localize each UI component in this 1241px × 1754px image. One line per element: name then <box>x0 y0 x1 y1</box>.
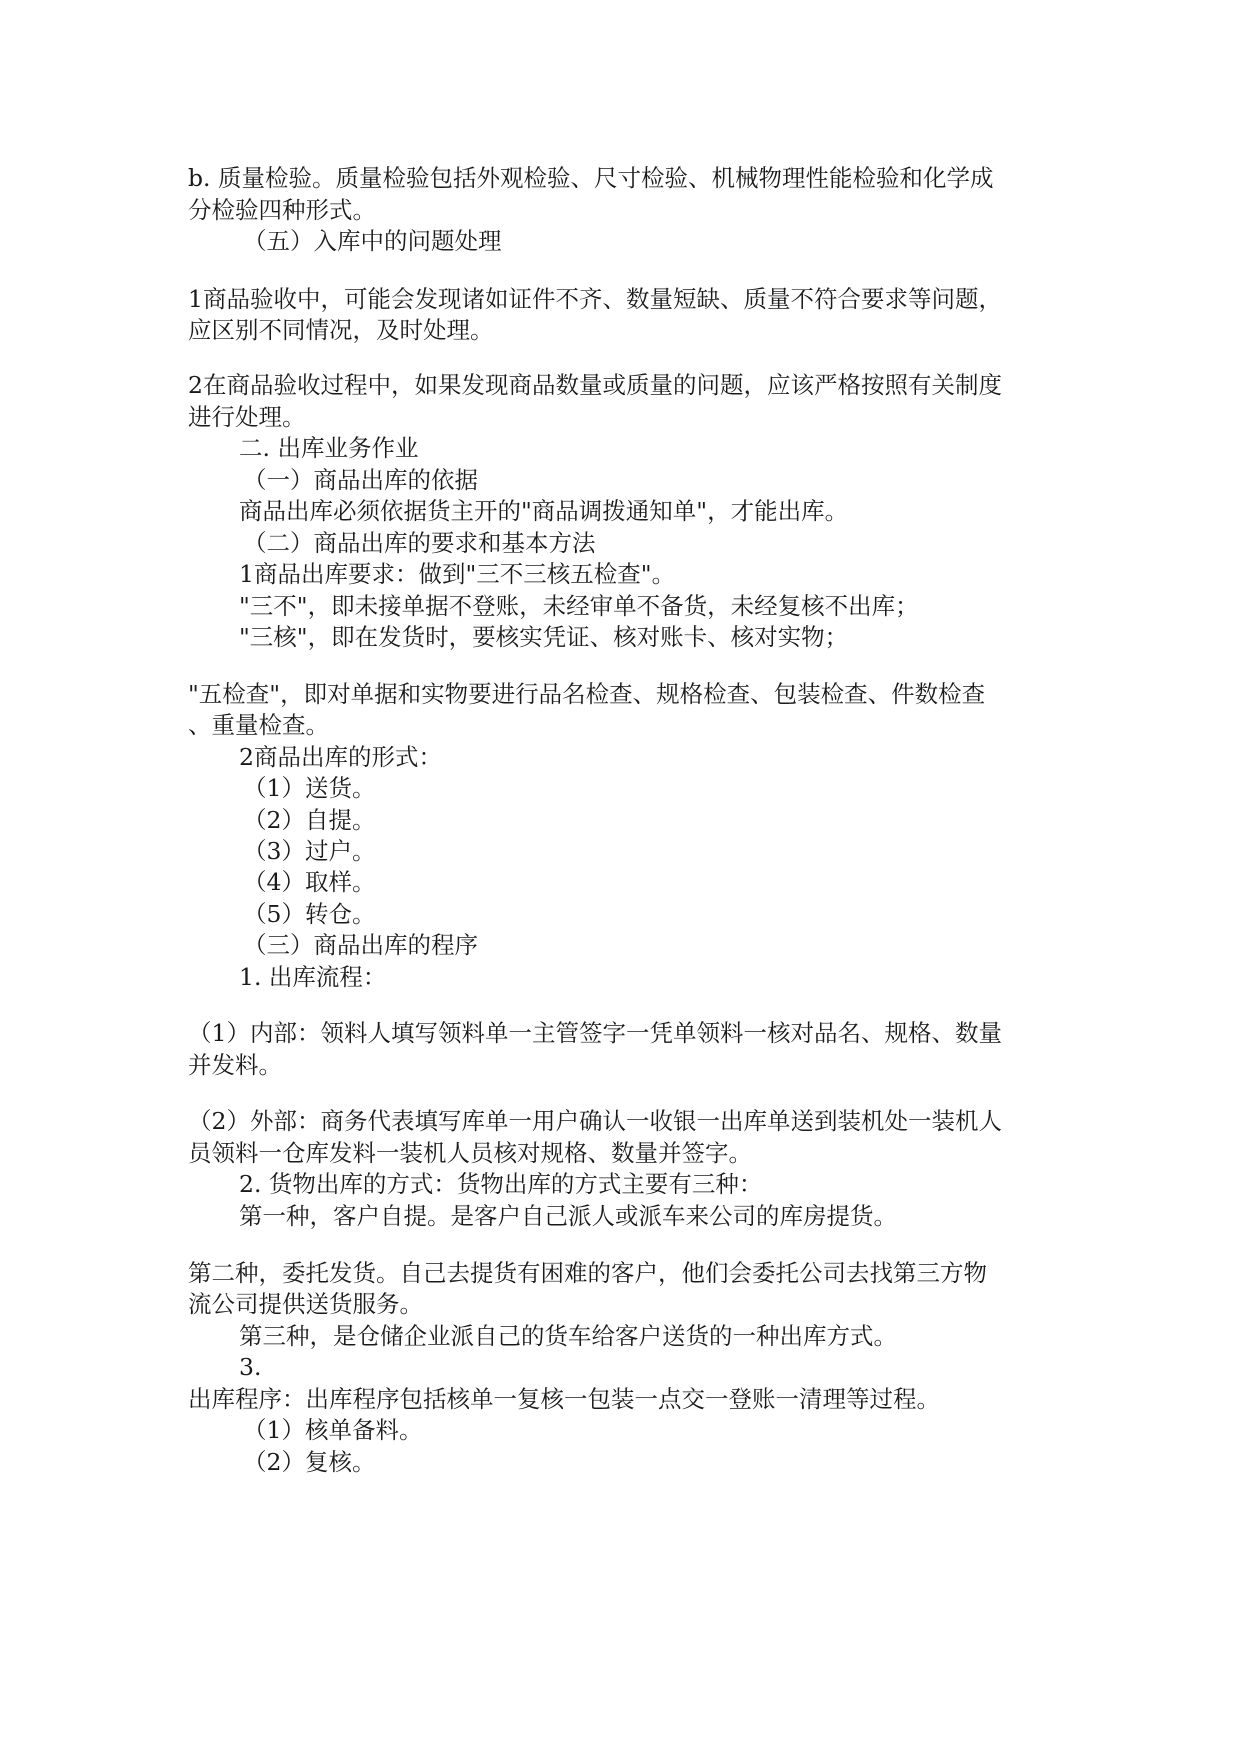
list-item: （1）送货。 <box>243 774 376 802</box>
text-line: 员领料一仓库发料一装机人员核对规格、数量并签字。 <box>188 1139 752 1167</box>
list-item: （3）过户。 <box>243 837 376 865</box>
text-line: 2在商品验收过程中，如果发现商品数量或质量的问题，应该严格按照有关制度 <box>188 371 1002 399</box>
text-line: （2）外部：商务代表填写库单一用户确认一收银一出库单送到装机处一装机人 <box>188 1107 1002 1135</box>
text-line: 1. 出库流程： <box>239 963 387 991</box>
text-line: 应区别不同情况，及时处理。 <box>188 316 494 344</box>
text-line: 流公司提供送货服务。 <box>188 1290 423 1318</box>
section-heading: （一）商品出库的依据 <box>243 466 478 494</box>
text-line: 2商品出库的形式： <box>239 743 442 771</box>
text-line: 3. <box>239 1353 262 1381</box>
text-line: 、重量检查。 <box>188 711 329 739</box>
list-item: （2）自提。 <box>243 806 376 834</box>
text-line: "三核"，即在发货时，要核实凭证、核对账卡、核对实物； <box>239 623 849 651</box>
text-line: 第一种，客户自提。是客户自己派人或派车来公司的库房提货。 <box>239 1202 897 1230</box>
list-item: （1）核单备料。 <box>243 1416 423 1444</box>
text-line: 1商品验收中，可能会发现诸如证件不齐、数量短缺、质量不符合要求等问题， <box>188 285 1002 313</box>
section-heading: （三）商品出库的程序 <box>243 931 478 959</box>
list-item: （4）取样。 <box>243 868 376 896</box>
text-line: （1）内部：领料人填写领料单一主管签字一凭单领料一核对品名、规格、数量 <box>188 1019 1002 1047</box>
text-line: 1商品出库要求：做到"三不三核五检查"。 <box>239 560 676 588</box>
text-line: 第三种，是仓储企业派自己的货车给客户送货的一种出库方式。 <box>239 1322 897 1350</box>
text-line: 第二种，委托发货。自己去提货有困难的客户，他们会委托公司去找第三方物 <box>188 1259 987 1287</box>
text-line: "三不"，即未接单据不登账，未经审单不备货，未经复核不出库； <box>239 592 919 620</box>
text-line: 进行处理。 <box>188 403 306 431</box>
text-line: "五检查"，即对单据和实物要进行品名检查、规格检查、包装检查、件数检查 <box>188 680 986 708</box>
list-item: （2）复核。 <box>243 1448 376 1476</box>
section-heading: （五）入库中的问题处理 <box>243 227 502 255</box>
text-line: 2. 货物出库的方式：货物出库的方式主要有三种： <box>239 1170 763 1198</box>
list-item: （5）转仓。 <box>243 900 376 928</box>
text-line: 分检验四种形式。 <box>188 196 376 224</box>
text-line: 并发料。 <box>188 1051 282 1079</box>
section-heading: 二. 出库业务作业 <box>239 434 419 462</box>
section-heading: （二）商品出库的要求和基本方法 <box>243 529 596 557</box>
text-line: b. 质量检验。质量检验包括外观检验、尺寸检验、机械物理性能检验和化学成 <box>188 164 994 192</box>
text-line: 商品出库必须依据货主开的"商品调拨通知单"，才能出库。 <box>239 497 849 525</box>
text-line: 出库程序：出库程序包括核单一复核一包装一点交一登账一清理等过程。 <box>188 1385 940 1413</box>
